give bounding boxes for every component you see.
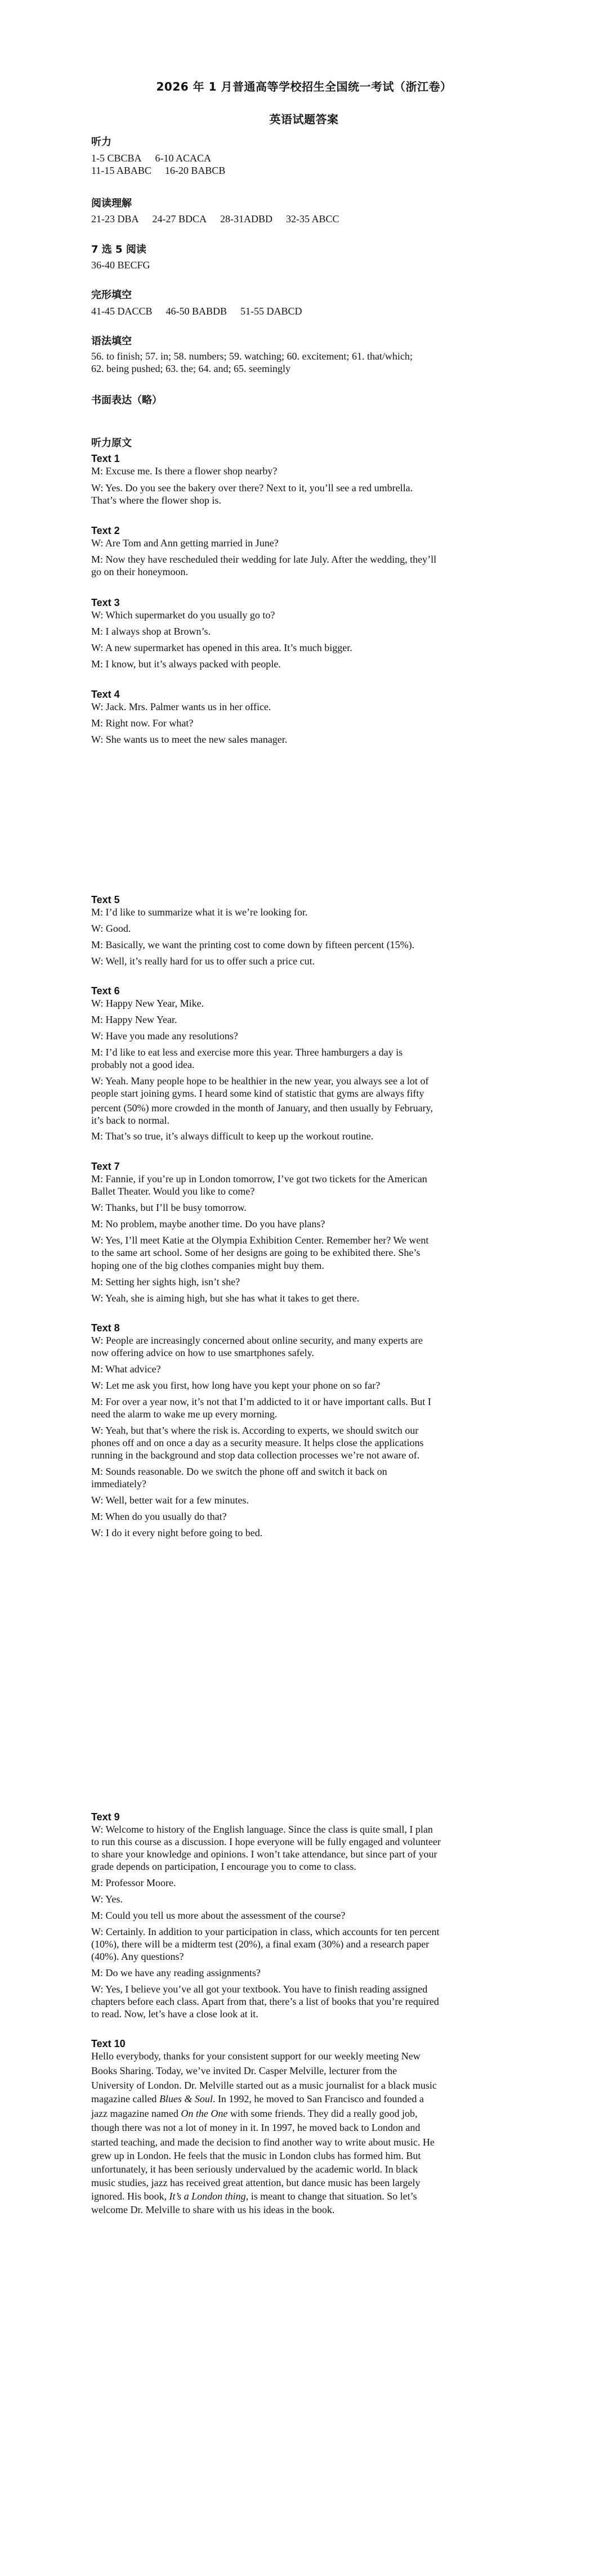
text-3-line: M: I always shop at Brown’s. <box>91 626 211 637</box>
text-4-line: W: Jack. Mrs. Palmer wants us in her office. <box>91 701 271 712</box>
text-4-title: Text 4 <box>91 689 120 700</box>
text-10-fragment: , is meant to change that situation. So let’s <box>245 2191 417 2202</box>
document-subtitle: 英语试题答案 <box>269 113 339 126</box>
text-8-line: W: I do it every night before going to bed. <box>91 1527 263 1538</box>
answer-group: 11-15 ABABC <box>91 165 151 176</box>
writing-heading: 书面表达（略） <box>91 394 162 406</box>
text-7-line: hoping one of the big clothes companies might buy them. <box>91 1260 324 1271</box>
text-9-line: grade depends on participation, I encourage you to come to class. <box>91 1861 356 1872</box>
text-9-line: to run this course as a discussion. I hope everyone will be fully engaged and volunteer <box>91 1836 441 1847</box>
text-9-line: to read. Now, let’s have a close look at it. <box>91 2008 258 2019</box>
text-7-line: Ballet Theater. Would you like to come? <box>91 1186 255 1197</box>
text-8-line: now offering advice on how to use smartphones safely. <box>91 1347 314 1358</box>
grammar-heading: 语法填空 <box>91 335 132 347</box>
reading-heading: 阅读理解 <box>91 198 132 209</box>
text-10-line: Books Sharing. Today, we’ve invited Dr. Casper Melville, lecturer from the <box>91 2065 397 2076</box>
text-10-title: Text 10 <box>91 2038 126 2049</box>
text-8-line: M: For over a year now, it’s not that I’m addicted to it or have important calls. But I <box>91 1396 431 1407</box>
answer-group: 21-23 DBA <box>91 213 139 225</box>
seven-choose-five-answers <box>91 259 519 271</box>
text-7-line: W: Yes, I’ll meet Katie at the Olympia Exhibition Center. Remember her? We went <box>91 1235 429 1246</box>
text-6-line: M: That’s so true, it’s always difficult to keep up the workout routine. <box>91 1130 374 1142</box>
text-6-line: W: Happy New Year, Mike. <box>91 998 204 1009</box>
text-6-line: M: Happy New Year. <box>91 1014 177 1025</box>
answer-group: 41-45 DACCB <box>91 306 153 317</box>
text-5-line: W: Good. <box>91 923 131 934</box>
text-6-line: W: Yeah. Many people hope to be healthier in the new year, you always see a lot of <box>91 1075 429 1087</box>
text-10-line <box>91 2190 519 2202</box>
text-8-title: Text 8 <box>91 1322 120 1334</box>
text-1-title: Text 1 <box>91 453 120 464</box>
text-8-line: need the alarm to wake me up every morning. <box>91 1408 278 1420</box>
text-7-line: to the same art school. Some of her designs are going to be exhibited there. She’s <box>91 1247 421 1258</box>
text-9-line: W: Welcome to history of the English language. Since the class is quite small, I plan <box>91 1824 433 1835</box>
text-9-line: M: Do we have any reading assignments? <box>91 1967 261 1978</box>
text-6-line: it’s back to normal. <box>91 1115 169 1126</box>
cloze-heading: 完形填空 <box>91 289 132 301</box>
cloze-answers-line <box>91 305 519 317</box>
answer-group: 46-50 BABDB <box>166 306 227 317</box>
text-2-line: W: Are Tom and Ann getting married in June? <box>91 537 279 549</box>
text-9-line: to share your knowledge and opinions. I won’t take attendance, but since part of your <box>91 1848 437 1860</box>
listening-answers-line-1 <box>91 152 519 164</box>
text-9-line: M: Could you tell us more about the assessment of the course? <box>91 1910 346 1921</box>
text-5-title: Text 5 <box>91 894 120 905</box>
text-6-line: probably not a good idea. <box>91 1059 195 1070</box>
text-9-title: Text 9 <box>91 1811 120 1823</box>
text-2-line: M: Now they have rescheduled their wedding for late July. After the wedding, they’ll <box>91 554 437 565</box>
answer-group: 51-55 DABCD <box>240 306 302 317</box>
seven-choose-five-heading: 7 选 5 阅读 <box>91 244 146 255</box>
text-7-line: W: Yeah, she is aiming high, but she has what it takes to get there. <box>91 1293 360 1304</box>
text-10-fragment: . In 1992, he moved to San Francisco and founded a <box>212 2093 424 2104</box>
text-10-line: though there was not a lot of money in it. In 1997, he moved back to London and <box>91 2122 421 2133</box>
text-9-line: W: Yes, I believe you’ve all got your textbook. You have to finish reading assigned <box>91 1983 428 1995</box>
text-3-line: M: I know, but it’s always packed with people. <box>91 658 281 670</box>
text-8-line: W: Well, better wait for a few minutes. <box>91 1495 249 1506</box>
text-5-line: M: Basically, we want the printing cost to come down by fifteen percent (15%). <box>91 939 415 950</box>
magazine-title-on-the-one: On the One <box>181 2108 228 2119</box>
text-8-line: W: Let me ask you first, how long have you kept your phone on so far? <box>91 1380 381 1391</box>
text-1-line: M: Excuse me. Is there a flower shop nearby? <box>91 465 278 477</box>
text-2-title: Text 2 <box>91 525 120 536</box>
text-10-line: unfortunately, it has been seriously undervalued by the academic world. In black <box>91 2164 418 2175</box>
answer-group: 24-27 BDCA <box>152 213 207 225</box>
transcript-heading: 听力原文 <box>91 437 132 449</box>
text-3-line: W: Which supermarket do you usually go to? <box>91 609 275 621</box>
text-8-line: running in the background and stop data collection processes we’re not aware of. <box>91 1449 420 1461</box>
text-10-line: Hello everybody, thanks for your consistent support for our weekly meeting New <box>91 2050 421 2062</box>
text-7-line: W: Thanks, but I’ll be busy tomorrow. <box>91 1202 247 1213</box>
text-9-line: W: Certainly. In addition to your participation in class, which accounts for ten percent <box>91 1926 440 1937</box>
text-9-line: chapters before each class. Apart from that, there’s a list of books that you’re required <box>91 1996 439 2007</box>
grammar-answers-line-1: 56. to finish; 57. in; 58. numbers; 59. watching; 60. excitement; 61. that/which; <box>91 351 413 362</box>
answer-group: 36-40 BECFG <box>91 259 150 271</box>
magazine-title-blues-soul: Blues & Soul <box>159 2093 213 2104</box>
text-10-fragment: jazz magazine named <box>91 2108 181 2119</box>
text-8-line: W: People are increasingly concerned about online security, and many experts are <box>91 1335 423 1346</box>
text-10-fragment: with some friends. They did a really good job, <box>227 2108 418 2119</box>
text-10-line: music studies, jazz has received great attention, but dance music has been largely <box>91 2177 421 2188</box>
text-6-line: M: I’d like to eat less and exercise more this year. Three hamburgers a day is <box>91 1047 403 1058</box>
text-8-line: M: What advice? <box>91 1363 161 1375</box>
text-7-line: M: Setting her sights high, isn’t she? <box>91 1276 240 1287</box>
text-7-line: M: No problem, maybe another time. Do you have plans? <box>91 1218 325 1229</box>
text-3-title: Text 3 <box>91 597 120 608</box>
answer-group: 16-20 BABCB <box>164 165 226 176</box>
text-10-fragment: magazine called <box>91 2093 159 2104</box>
text-10-line: University of London. Dr. Melville started out as a music journalist for a black music <box>91 2080 437 2091</box>
text-10-line: welcome Dr. Melville to share with us his ideas in the book. <box>91 2204 335 2215</box>
text-7-line: M: Fannie, if you’re up in London tomorrow, I’ve got two tickets for the American <box>91 1173 427 1184</box>
text-10-line: grew up in London. He feels that the music in London clubs has formed him. But <box>91 2150 421 2161</box>
text-6-line: people start joining gyms. I heard some kind of statistic that gyms are always fifty <box>91 1088 424 1099</box>
text-5-line: W: Well, it’s really hard for us to offer such a price cut. <box>91 955 315 967</box>
text-8-line: M: When do you usually do that? <box>91 1511 227 1522</box>
text-10-fragment: ignored. His book, <box>91 2191 169 2202</box>
book-title: It’s a London thing <box>169 2191 246 2202</box>
answer-group: 1-5 CBCBA <box>91 152 142 164</box>
answer-group: 32-35 ABCC <box>286 213 339 225</box>
text-9-line: (40%). Any questions? <box>91 1951 184 1962</box>
text-8-line: W: Yeah, but that’s where the risk is. According to experts, we should switch our <box>91 1425 419 1436</box>
listening-answers-line-2 <box>91 164 519 177</box>
text-9-line: M: Professor Moore. <box>91 1877 176 1888</box>
text-9-line: (10%), there will be a midterm test (20%), a final exam (30%) and a research paper <box>91 1938 430 1950</box>
text-2-line: go on their honeymoon. <box>91 566 188 577</box>
text-6-line: W: Have you made any resolutions? <box>91 1030 238 1042</box>
listening-heading: 听力 <box>91 136 111 148</box>
grammar-answers-line-2: 62. being pushed; 63. the; 64. and; 65. seemingly <box>91 363 290 374</box>
text-8-line: immediately? <box>91 1478 146 1489</box>
text-6-title: Text 6 <box>91 985 120 997</box>
text-6-line: percent (50%) more crowded in the month of January, and then usually by February, <box>91 1102 433 1114</box>
text-10-line <box>91 2093 519 2105</box>
text-8-line: phones off and on once a day as a security measure. It helps close the applications <box>91 1437 424 1448</box>
text-1-line: W: Yes. Do you see the bakery over there? Next to it, you’ll see a red umbrella. <box>91 482 413 493</box>
text-4-line: W: She wants us to meet the new sales manager. <box>91 734 288 745</box>
text-9-line: W: Yes. <box>91 1893 123 1905</box>
text-1-line: That’s where the flower shop is. <box>91 495 221 506</box>
text-5-line: M: I’d like to summarize what it is we’re looking for. <box>91 906 308 918</box>
text-3-line: W: A new supermarket has opened in this area. It’s much bigger. <box>91 642 352 653</box>
text-7-title: Text 7 <box>91 1161 120 1172</box>
text-10-line: started teaching, and made the decision to find another way to write about music. He <box>91 2137 435 2148</box>
text-4-line: M: Right now. For what? <box>91 717 194 729</box>
document-title: 2026 年 1 月普通高等学校招生全国统一考试（浙江卷） <box>156 80 452 93</box>
text-10-line <box>91 2107 519 2120</box>
answer-group: 6-10 ACACA <box>155 152 212 164</box>
text-8-line: M: Sounds reasonable. Do we switch the phone off and switch it back on <box>91 1466 387 1477</box>
reading-answers-line <box>91 213 519 225</box>
answer-group: 28-31ADBD <box>220 213 273 225</box>
